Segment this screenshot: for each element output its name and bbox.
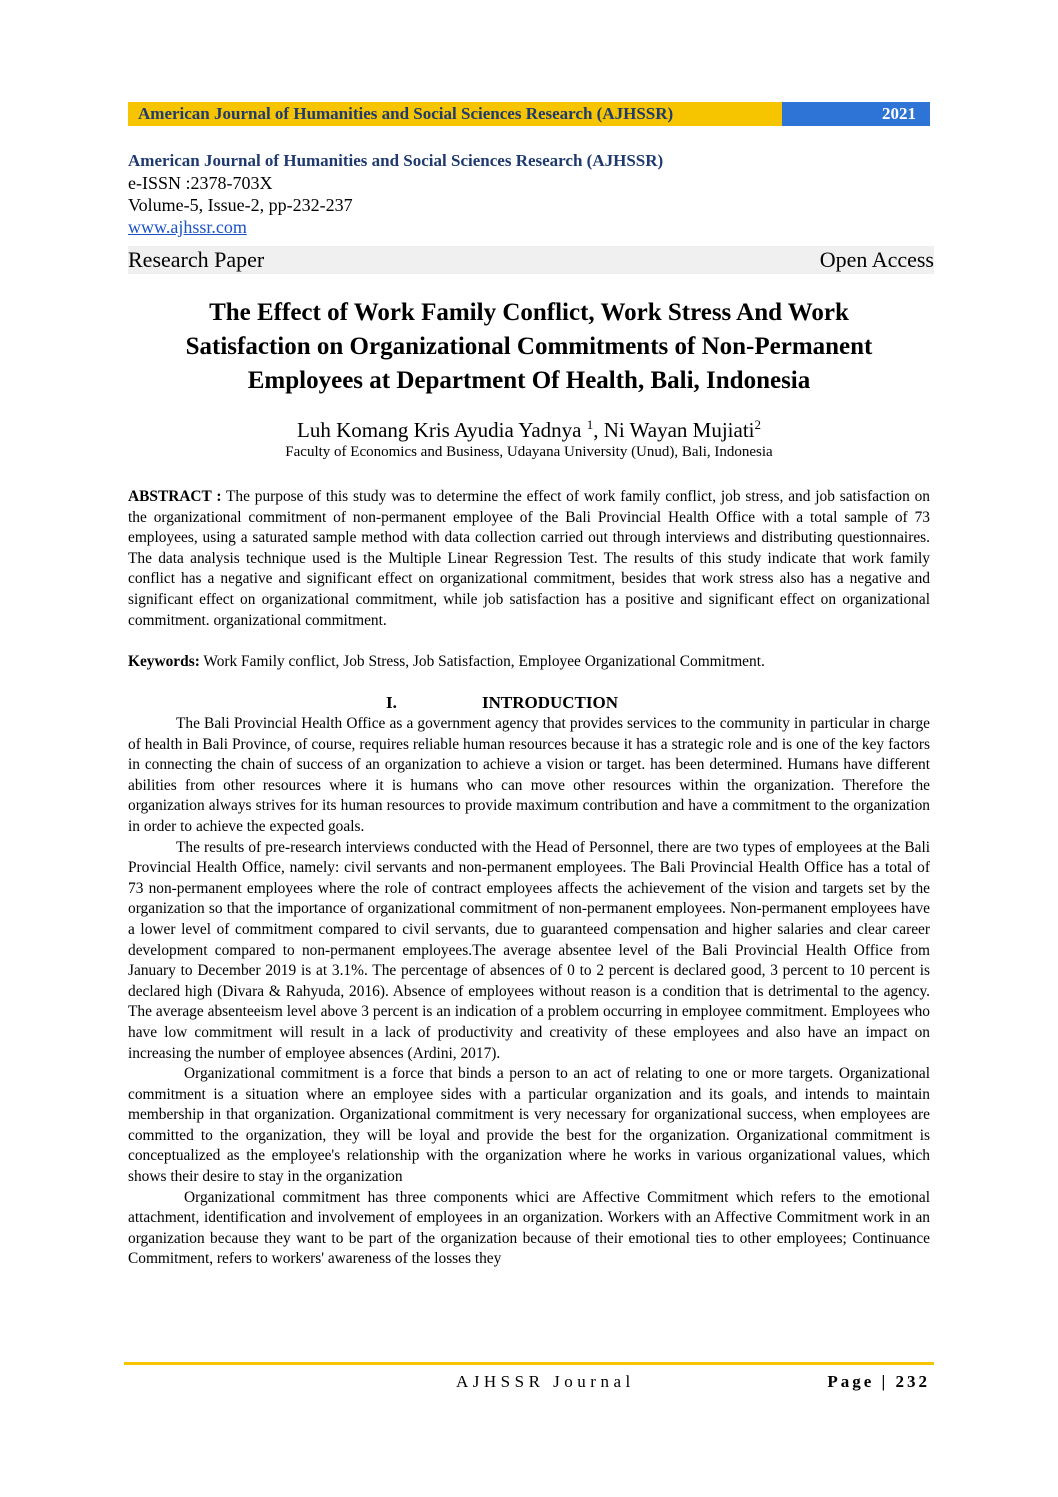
journal-header-bar — [128, 102, 930, 126]
keywords — [128, 652, 930, 673]
author-2-affiliation-mark: 2 — [754, 417, 761, 432]
volume-issue: Volume-5, Issue-2, pp-232-237 — [128, 195, 353, 215]
footer-rule — [124, 1362, 934, 1365]
journal-website-link[interactable]: www.ajhssr.com — [128, 217, 247, 237]
journal-name: American Journal of Humanities and Social Sciences Research (AJHSSR) — [128, 151, 664, 170]
access-type: Open Access — [819, 247, 934, 272]
affiliation: Faculty of Economics and Business, Udayana University (Unud), Bali, Indonesia — [285, 444, 773, 460]
page-number: Page | 232 — [827, 1372, 930, 1391]
author-list — [128, 412, 930, 443]
paragraph: Organizational commitment has three components whici are Affective Commitment which refers to the emotional attachment, identification and involvement of employees in an organization. Workers with an Affective Commitment work in an organization because they want to be part of the organization because of their emotional ties to other employees; Continuance Commitment, refers to workers' awareness of the losses they — [128, 1188, 930, 1268]
paper-title — [100, 296, 958, 398]
page-footer — [128, 1372, 930, 1396]
keywords-text: Work Family conflict, Job Stress, Job Satisfaction, Employee Organizational Commitment. — [199, 653, 765, 670]
author-2: Ni Wayan Mujiati — [603, 418, 755, 442]
journal-meta — [128, 150, 930, 238]
section-title: INTRODUCTION — [482, 693, 619, 712]
paragraph: The Bali Provincial Health Office as a government agency that provides services to the community in particular in charge of health in Bali Province, of course, requires reliable human resources because it has a strategic role and is one of the key factors in connecting the chain of success of an organization to achieve a vision or target. has been determined. Humans have different abilities from other resources where it is humans who can move other resources within the organization. Therefore the organization always strives for its human resources to provide maximum contribution and have a commitment to the organization in order to achieve the expected goals. — [128, 715, 930, 835]
footer-journal: AJHSSR Journal — [456, 1372, 635, 1391]
paragraph: The results of pre-research interviews conducted with the Head of Personnel, there are two types of employees at the Bali Provincial Health Office, namely: civil servants and non-permanent employees. The Bali Provincial Health Office has a total of 73 non-permanent employees where the role of contract employees affects the achievement of the vision and targets set by the organization so that the importance of organizational commitment of non-permanent employees. Non-permanent employees have a lower level of commitment compared to civil servants, due to guaranteed compensation and higher salaries and clear career development compared to non-permanent employees.The average absentee level of the Bali Provincial Health Office from January to December 2019 is at 3.1%. The percentage of absences of 0 to 2 percent is declared good, 3 percent to 10 percent is declared high (Divara & Rahyuda, 2016). Absence of employees without reason is a condition that is detrimental to the agency. The average absenteeism level above 3 percent is an indication of a problem occurring in employee commitment. Employees who have low commitment will result in a lack of productivity and creativity of these employees and also have an impact on increasing the number of employee absences (Ardini, 2017). — [128, 838, 930, 1062]
abstract-label: ABSTRACT : — [128, 488, 222, 505]
header-year: 2021 — [782, 102, 930, 126]
keywords-label: Keywords: — [128, 653, 200, 670]
title-line-2: Satisfaction on Organizational Commitments of Non-Permanent — [185, 333, 873, 360]
introduction-body — [128, 714, 930, 1270]
paper-type: Research Paper — [128, 247, 265, 272]
author-1: Luh Komang Kris Ayudia Yadnya — [297, 418, 587, 442]
abstract-text: The purpose of this study was to determine the effect of work family conflict, job stress, and job satisfaction on the organizational commitment of non-permanent employee of the Bali Provincial Health Office with a total sample of 73 employees, using a saturated sample method with data collection carried out through interviews and distributing questionnaires. The data analysis technique used is the Multiple Linear Regression Test. The results of this study indicate that work family conflict has a negative and significant effect on organizational commitment, besides that work stress also has a negative and significant effect on organizational commitment, while job satisfaction has a positive and significant effect on organizational commitment. organizational commitment. — [128, 488, 930, 629]
title-line-1: The Effect of Work Family Conflict, Work Stress And Work — [209, 299, 849, 326]
paragraph: Organizational commitment is a force that binds a person to an act of relating to one or more targets. Organizational commitment is a situation where an employee sides with a particular organization and its goals, and intends to maintain membership in that organization. Organizational commitment is very necessary for organizational success, when employees are committed to the organization, they will be loyal and provide the best for the organization. Organizational commitment is conceptualized as the employee's relationship with the organization where he works in various organizational values, which shows their desire to stay in the organization — [128, 1065, 930, 1186]
section-number: I. — [386, 693, 397, 712]
paper-type-bar — [128, 246, 934, 274]
header-journal-title: American Journal of Humanities and Social Sciences Research (AJHSSR) — [128, 102, 782, 126]
abstract — [128, 487, 930, 631]
title-line-3: Employees at Department Of Health, Bali, Indonesia — [247, 367, 811, 394]
author-separator: , — [593, 418, 604, 442]
issn: e-ISSN :2378-703X — [128, 173, 273, 193]
author-1-affiliation-mark: 1 — [586, 417, 594, 432]
